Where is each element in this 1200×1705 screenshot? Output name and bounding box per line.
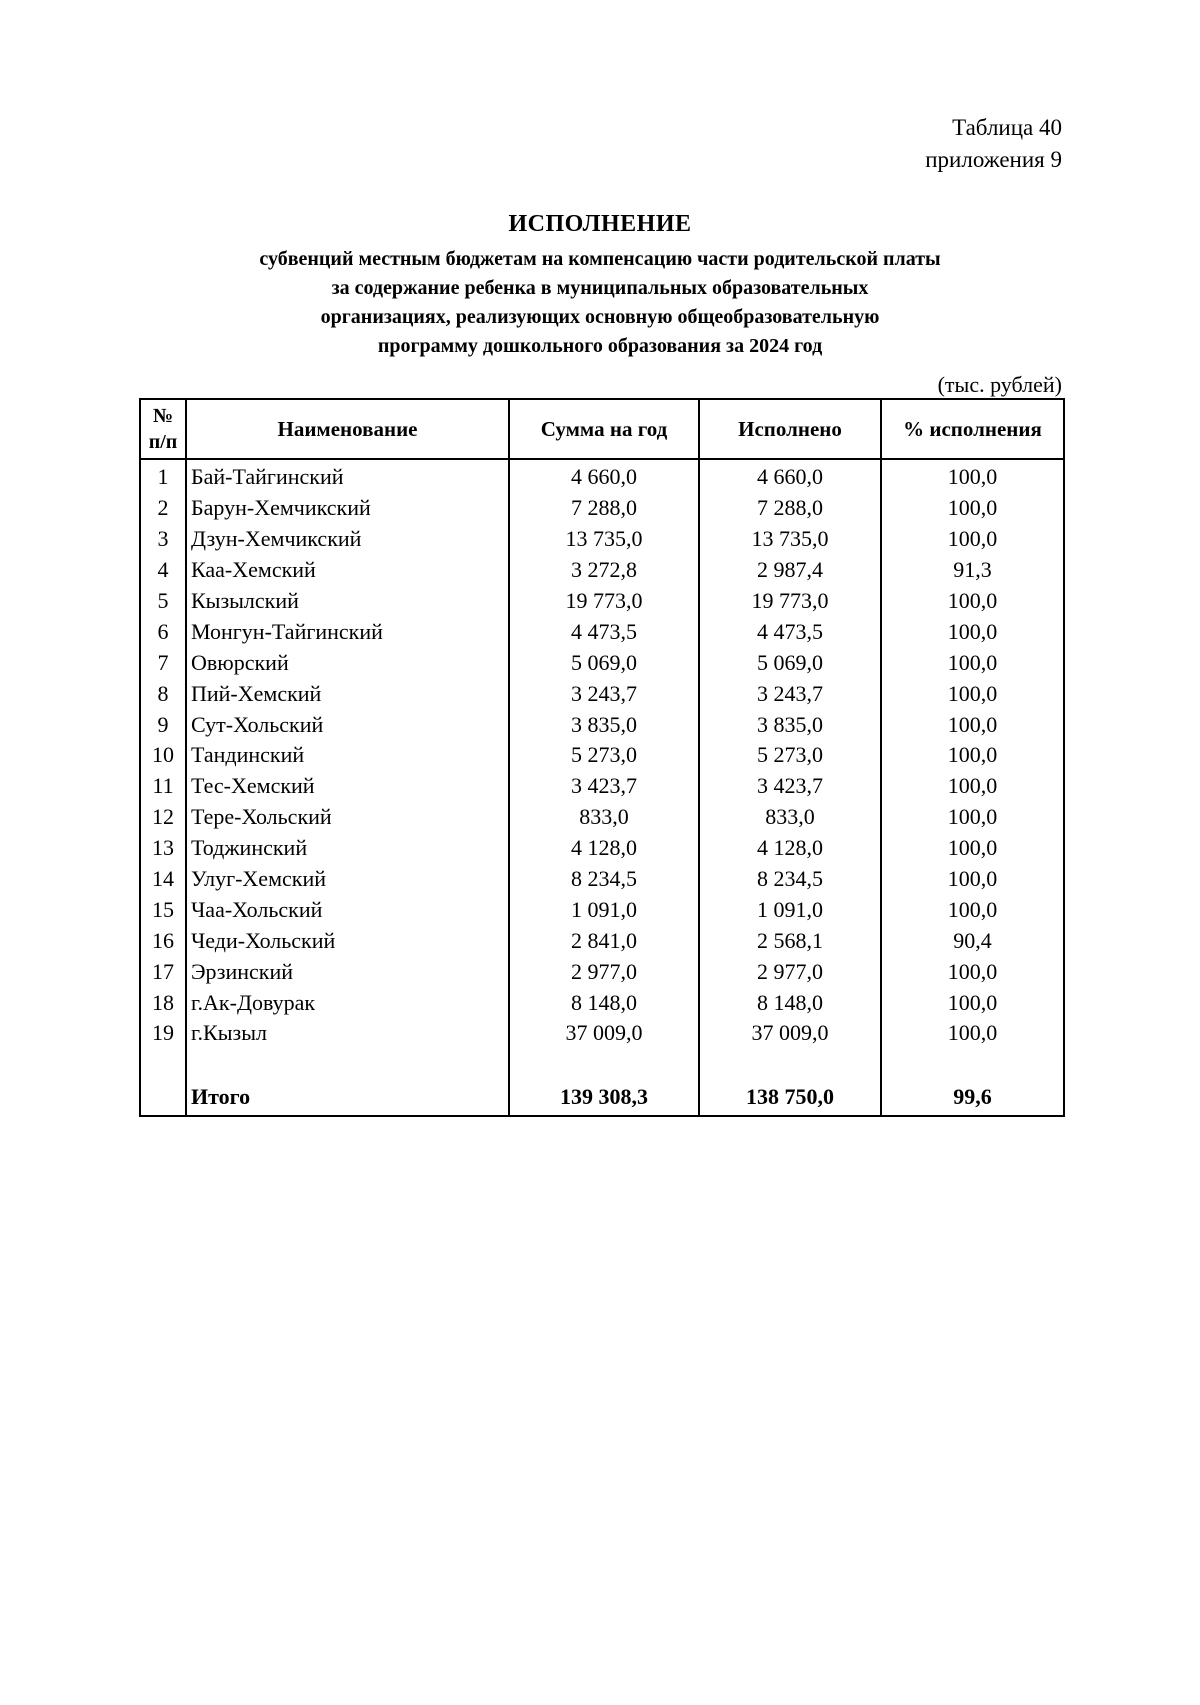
row-execution-percent: 100,0	[881, 987, 1064, 1018]
row-number: 3	[140, 524, 186, 555]
row-name: г.Ак-Довурак	[186, 987, 509, 1018]
table-row	[140, 586, 1064, 617]
row-annual-sum: 7 288,0	[509, 493, 699, 524]
row-number: 1	[140, 459, 186, 493]
row-number: 11	[140, 771, 186, 802]
row-execution-percent: 100,0	[881, 586, 1064, 617]
row-annual-sum: 2 977,0	[509, 956, 699, 987]
row-annual-sum: 3 272,8	[509, 555, 699, 586]
row-annual-sum: 19 773,0	[509, 586, 699, 617]
row-executed: 4 128,0	[699, 833, 881, 864]
row-execution-percent: 100,0	[881, 647, 1064, 678]
row-number: 4	[140, 555, 186, 586]
table-row	[140, 647, 1064, 678]
row-annual-sum: 8 148,0	[509, 987, 699, 1018]
spacer-cell	[509, 1049, 699, 1079]
row-number: 14	[140, 864, 186, 895]
table-row	[140, 524, 1064, 555]
row-executed: 833,0	[699, 802, 881, 833]
row-executed: 5 273,0	[699, 740, 881, 771]
row-execution-percent: 100,0	[881, 616, 1064, 647]
total-annual-sum: 139 308,3	[509, 1079, 699, 1116]
row-number: 13	[140, 833, 186, 864]
row-executed: 8 148,0	[699, 987, 881, 1018]
row-executed: 2 977,0	[699, 956, 881, 987]
row-name: Бай-Тайгинский	[186, 459, 509, 493]
units-label: (тыс. рублей)	[937, 372, 1062, 397]
table-row	[140, 740, 1064, 771]
row-execution-percent: 100,0	[881, 771, 1064, 802]
row-name: Овюрский	[186, 647, 509, 678]
row-name: Тандинский	[186, 740, 509, 771]
row-annual-sum: 833,0	[509, 802, 699, 833]
subtitle-line: за содержание ребенка в муниципальных образовательных	[331, 277, 869, 299]
row-number: 17	[140, 956, 186, 987]
row-number: 10	[140, 740, 186, 771]
row-annual-sum: 3 835,0	[509, 709, 699, 740]
row-execution-percent: 91,3	[881, 555, 1064, 586]
table-row	[140, 864, 1064, 895]
row-executed: 2 568,1	[699, 925, 881, 956]
column-header-execution-percent: % исполнения	[881, 399, 1064, 459]
row-name: Кызылский	[186, 586, 509, 617]
row-execution-percent: 100,0	[881, 524, 1064, 555]
table-row	[140, 678, 1064, 709]
row-number: 2	[140, 493, 186, 524]
row-executed: 5 069,0	[699, 647, 881, 678]
row-executed: 13 735,0	[699, 524, 881, 555]
row-executed: 7 288,0	[699, 493, 881, 524]
row-execution-percent: 90,4	[881, 925, 1064, 956]
row-execution-percent: 100,0	[881, 740, 1064, 771]
table-reference	[925, 112, 1062, 176]
total-label: Итого	[186, 1079, 509, 1116]
row-name: Барун-Хемчикский	[186, 493, 509, 524]
table-row	[140, 956, 1064, 987]
spacer-cell	[699, 1049, 881, 1079]
row-name: Тоджинский	[186, 833, 509, 864]
row-execution-percent: 100,0	[881, 956, 1064, 987]
table-row	[140, 555, 1064, 586]
row-execution-percent: 100,0	[881, 894, 1064, 925]
table-row	[140, 1018, 1064, 1049]
table-row	[140, 493, 1064, 524]
row-name: г.Кызыл	[186, 1018, 509, 1049]
column-header-name: Наименование	[186, 399, 509, 459]
table-row	[140, 616, 1064, 647]
row-name: Улуг-Хемский	[186, 864, 509, 895]
row-name: Тере-Хольский	[186, 802, 509, 833]
row-executed: 2 987,4	[699, 555, 881, 586]
row-execution-percent: 100,0	[881, 864, 1064, 895]
row-execution-percent: 100,0	[881, 678, 1064, 709]
row-execution-percent: 100,0	[881, 459, 1064, 493]
row-name: Чаа-Хольский	[186, 894, 509, 925]
total-execution-percent: 99,6	[881, 1079, 1064, 1116]
row-number: 15	[140, 894, 186, 925]
row-executed: 3 423,7	[699, 771, 881, 802]
row-execution-percent: 100,0	[881, 493, 1064, 524]
table-row	[140, 709, 1064, 740]
spacer-cell	[186, 1049, 509, 1079]
row-annual-sum: 8 234,5	[509, 864, 699, 895]
row-number: 8	[140, 678, 186, 709]
subtitle-line: субвенций местным бюджетам на компенсацию части родительской платы	[259, 248, 941, 270]
column-header-number: № п/п	[140, 399, 186, 459]
row-name: Пий-Хемский	[186, 678, 509, 709]
row-annual-sum: 4 473,5	[509, 616, 699, 647]
row-executed: 19 773,0	[699, 586, 881, 617]
row-name: Чеди-Хольский	[186, 925, 509, 956]
table-row	[140, 987, 1064, 1018]
row-annual-sum: 4 660,0	[509, 459, 699, 493]
row-annual-sum: 5 273,0	[509, 740, 699, 771]
table-row	[140, 833, 1064, 864]
row-name: Монгун-Тайгинский	[186, 616, 509, 647]
row-annual-sum: 37 009,0	[509, 1018, 699, 1049]
row-number: 9	[140, 709, 186, 740]
row-executed: 1 091,0	[699, 894, 881, 925]
row-executed: 8 234,5	[699, 864, 881, 895]
row-annual-sum: 13 735,0	[509, 524, 699, 555]
appendix-number: приложения 9	[925, 147, 1062, 172]
row-executed: 4 660,0	[699, 459, 881, 493]
row-execution-percent: 100,0	[881, 709, 1064, 740]
row-annual-sum: 3 423,7	[509, 771, 699, 802]
subtitle-line: организациях, реализующих основную общеобразовательную	[320, 306, 880, 328]
row-number: 6	[140, 616, 186, 647]
document-subtitle	[150, 245, 1050, 361]
row-annual-sum: 1 091,0	[509, 894, 699, 925]
row-name: Тес-Хемский	[186, 771, 509, 802]
spacer-row	[140, 1049, 1064, 1079]
total-number	[140, 1079, 186, 1116]
row-number: 7	[140, 647, 186, 678]
row-name: Дзун-Хемчикский	[186, 524, 509, 555]
column-header-executed: Исполнено	[699, 399, 881, 459]
row-execution-percent: 100,0	[881, 833, 1064, 864]
row-annual-sum: 3 243,7	[509, 678, 699, 709]
row-annual-sum: 2 841,0	[509, 925, 699, 956]
total-executed: 138 750,0	[699, 1079, 881, 1116]
table-row	[140, 894, 1064, 925]
row-executed: 4 473,5	[699, 616, 881, 647]
row-executed: 3 243,7	[699, 678, 881, 709]
row-number: 16	[140, 925, 186, 956]
row-number: 18	[140, 987, 186, 1018]
row-name: Сут-Хольский	[186, 709, 509, 740]
row-annual-sum: 4 128,0	[509, 833, 699, 864]
document-title: ИСПОЛНЕНИЕ	[508, 211, 692, 237]
row-number: 5	[140, 586, 186, 617]
table-row	[140, 459, 1064, 493]
column-header-annual-sum: Сумма на год	[509, 399, 699, 459]
row-number: 12	[140, 802, 186, 833]
row-execution-percent: 100,0	[881, 802, 1064, 833]
subtitle-line: программу дошкольного образования за 2024 год	[377, 335, 823, 357]
row-name: Эрзинский	[186, 956, 509, 987]
spacer-cell	[140, 1049, 186, 1079]
row-execution-percent: 100,0	[881, 1018, 1064, 1049]
spacer-cell	[881, 1049, 1064, 1079]
table-header-row	[140, 399, 1064, 459]
execution-table	[139, 398, 1065, 1117]
row-executed: 3 835,0	[699, 709, 881, 740]
row-executed: 37 009,0	[699, 1018, 881, 1049]
table-row	[140, 802, 1064, 833]
total-row	[140, 1079, 1064, 1116]
row-annual-sum: 5 069,0	[509, 647, 699, 678]
row-number: 19	[140, 1018, 186, 1049]
table-row	[140, 925, 1064, 956]
row-name: Каа-Хемский	[186, 555, 509, 586]
table-row	[140, 771, 1064, 802]
table-number: Таблица 40	[952, 115, 1062, 140]
